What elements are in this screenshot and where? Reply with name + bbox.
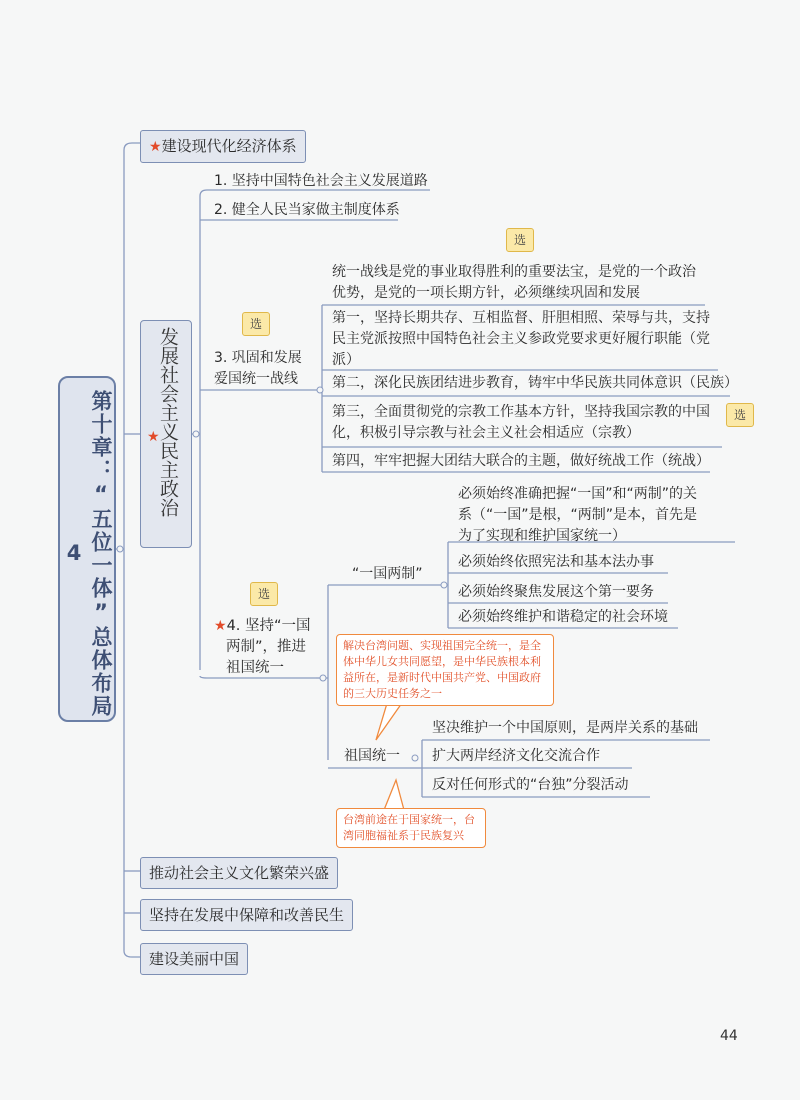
united-front-intro: 统一战线是党的事业取得胜利的重要法宝，是党的一个政治 优势，是党的一项长期方针，必须继续巩固和发展 bbox=[332, 264, 696, 301]
page-number: 44 bbox=[720, 1028, 738, 1044]
star-icon: ★ bbox=[149, 139, 162, 155]
note-taiwan-question: 解决台湾问题、实现祖国完全统一，是全 体中华儿女共同愿望，是中华民族根本利 益所在，是新时代中国共产党、中国政府 的三大历史任务之一 bbox=[336, 634, 554, 706]
united-front-first: 第一，坚持长期共存、互相监督、肝胆相照、荣辱与共，支持 民主党派按照中国特色社会主义参政党要求更好履行职能（党 派） bbox=[332, 310, 710, 368]
reunification-label: 祖国统一 bbox=[344, 748, 400, 764]
item3-label: 3. 巩固和发展 爱国统一战线 bbox=[214, 350, 302, 387]
ocmts-point-4: 必须始终维护和谐稳定的社会环境 bbox=[458, 609, 668, 625]
select-tag: 选 bbox=[726, 403, 754, 427]
united-front-third: 第三，全面贯彻党的宗教工作基本方针，坚持我国宗教的中国 化，积极引导宗教与社会主义社会相适应（宗教） bbox=[332, 404, 710, 441]
branch-politics bbox=[140, 320, 192, 548]
branch-economy-label: 建设现代化经济体系 bbox=[161, 137, 297, 155]
reunification-point-1: 坚决维护一个中国原则，是两岸关系的基础 bbox=[432, 720, 698, 736]
reunification-point-3: 反对任何形式的“台独”分裂活动 bbox=[432, 777, 629, 793]
branch-livelihood: 坚持在发展中保障和改善民生 bbox=[140, 899, 353, 931]
select-tag: 选 bbox=[250, 582, 278, 606]
ocmts-point-1: 必须始终准确把握“一国”和“两制”的关 系（“一国”是根，“两制”是本，首先是 为了实现和维护国家统一） bbox=[458, 486, 698, 544]
politics-item-2: 2. 健全人民当家做主制度体系 bbox=[214, 202, 400, 218]
branch-politics-label: 发展社会主义民主政治 bbox=[157, 327, 179, 517]
branch-culture: 推动社会主义文化繁荣兴盛 bbox=[140, 857, 338, 889]
select-tag: 选 bbox=[506, 228, 534, 252]
branch-economy bbox=[140, 130, 306, 163]
select-tag: 选 bbox=[242, 312, 270, 336]
star-icon: ★ bbox=[214, 618, 227, 634]
reunification-point-2: 扩大两岸经济文化交流合作 bbox=[432, 748, 600, 764]
root-node bbox=[58, 376, 116, 722]
branch-ecology: 建设美丽中国 bbox=[140, 943, 248, 975]
star-icon: ★ bbox=[147, 429, 160, 445]
united-front-second: 第二，深化民族团结进步教育，铸牢中华民族共同体意识（民族） bbox=[332, 375, 738, 391]
ocmts-label: “一国两制” bbox=[352, 566, 423, 582]
item4-label: ★4. 坚持“一国 两制”，推进 祖国统一 bbox=[214, 618, 311, 676]
ocmts-point-2: 必须始终依照宪法和基本法办事 bbox=[458, 554, 654, 570]
united-front-fourth: 第四，牢牢把握大团结大联合的主题，做好统战工作（统战） bbox=[332, 453, 710, 469]
note-taiwan-future: 台湾前途在于国家统一，台 湾同胞福祉系于民族复兴 bbox=[336, 808, 486, 848]
politics-item-1: 1. 坚持中国特色社会主义发展道路 bbox=[214, 173, 428, 189]
ocmts-point-3: 必须始终聚焦发展这个第一要务 bbox=[458, 584, 654, 600]
root-title: 第十章：“五位一体”总体布局4 bbox=[62, 390, 113, 718]
